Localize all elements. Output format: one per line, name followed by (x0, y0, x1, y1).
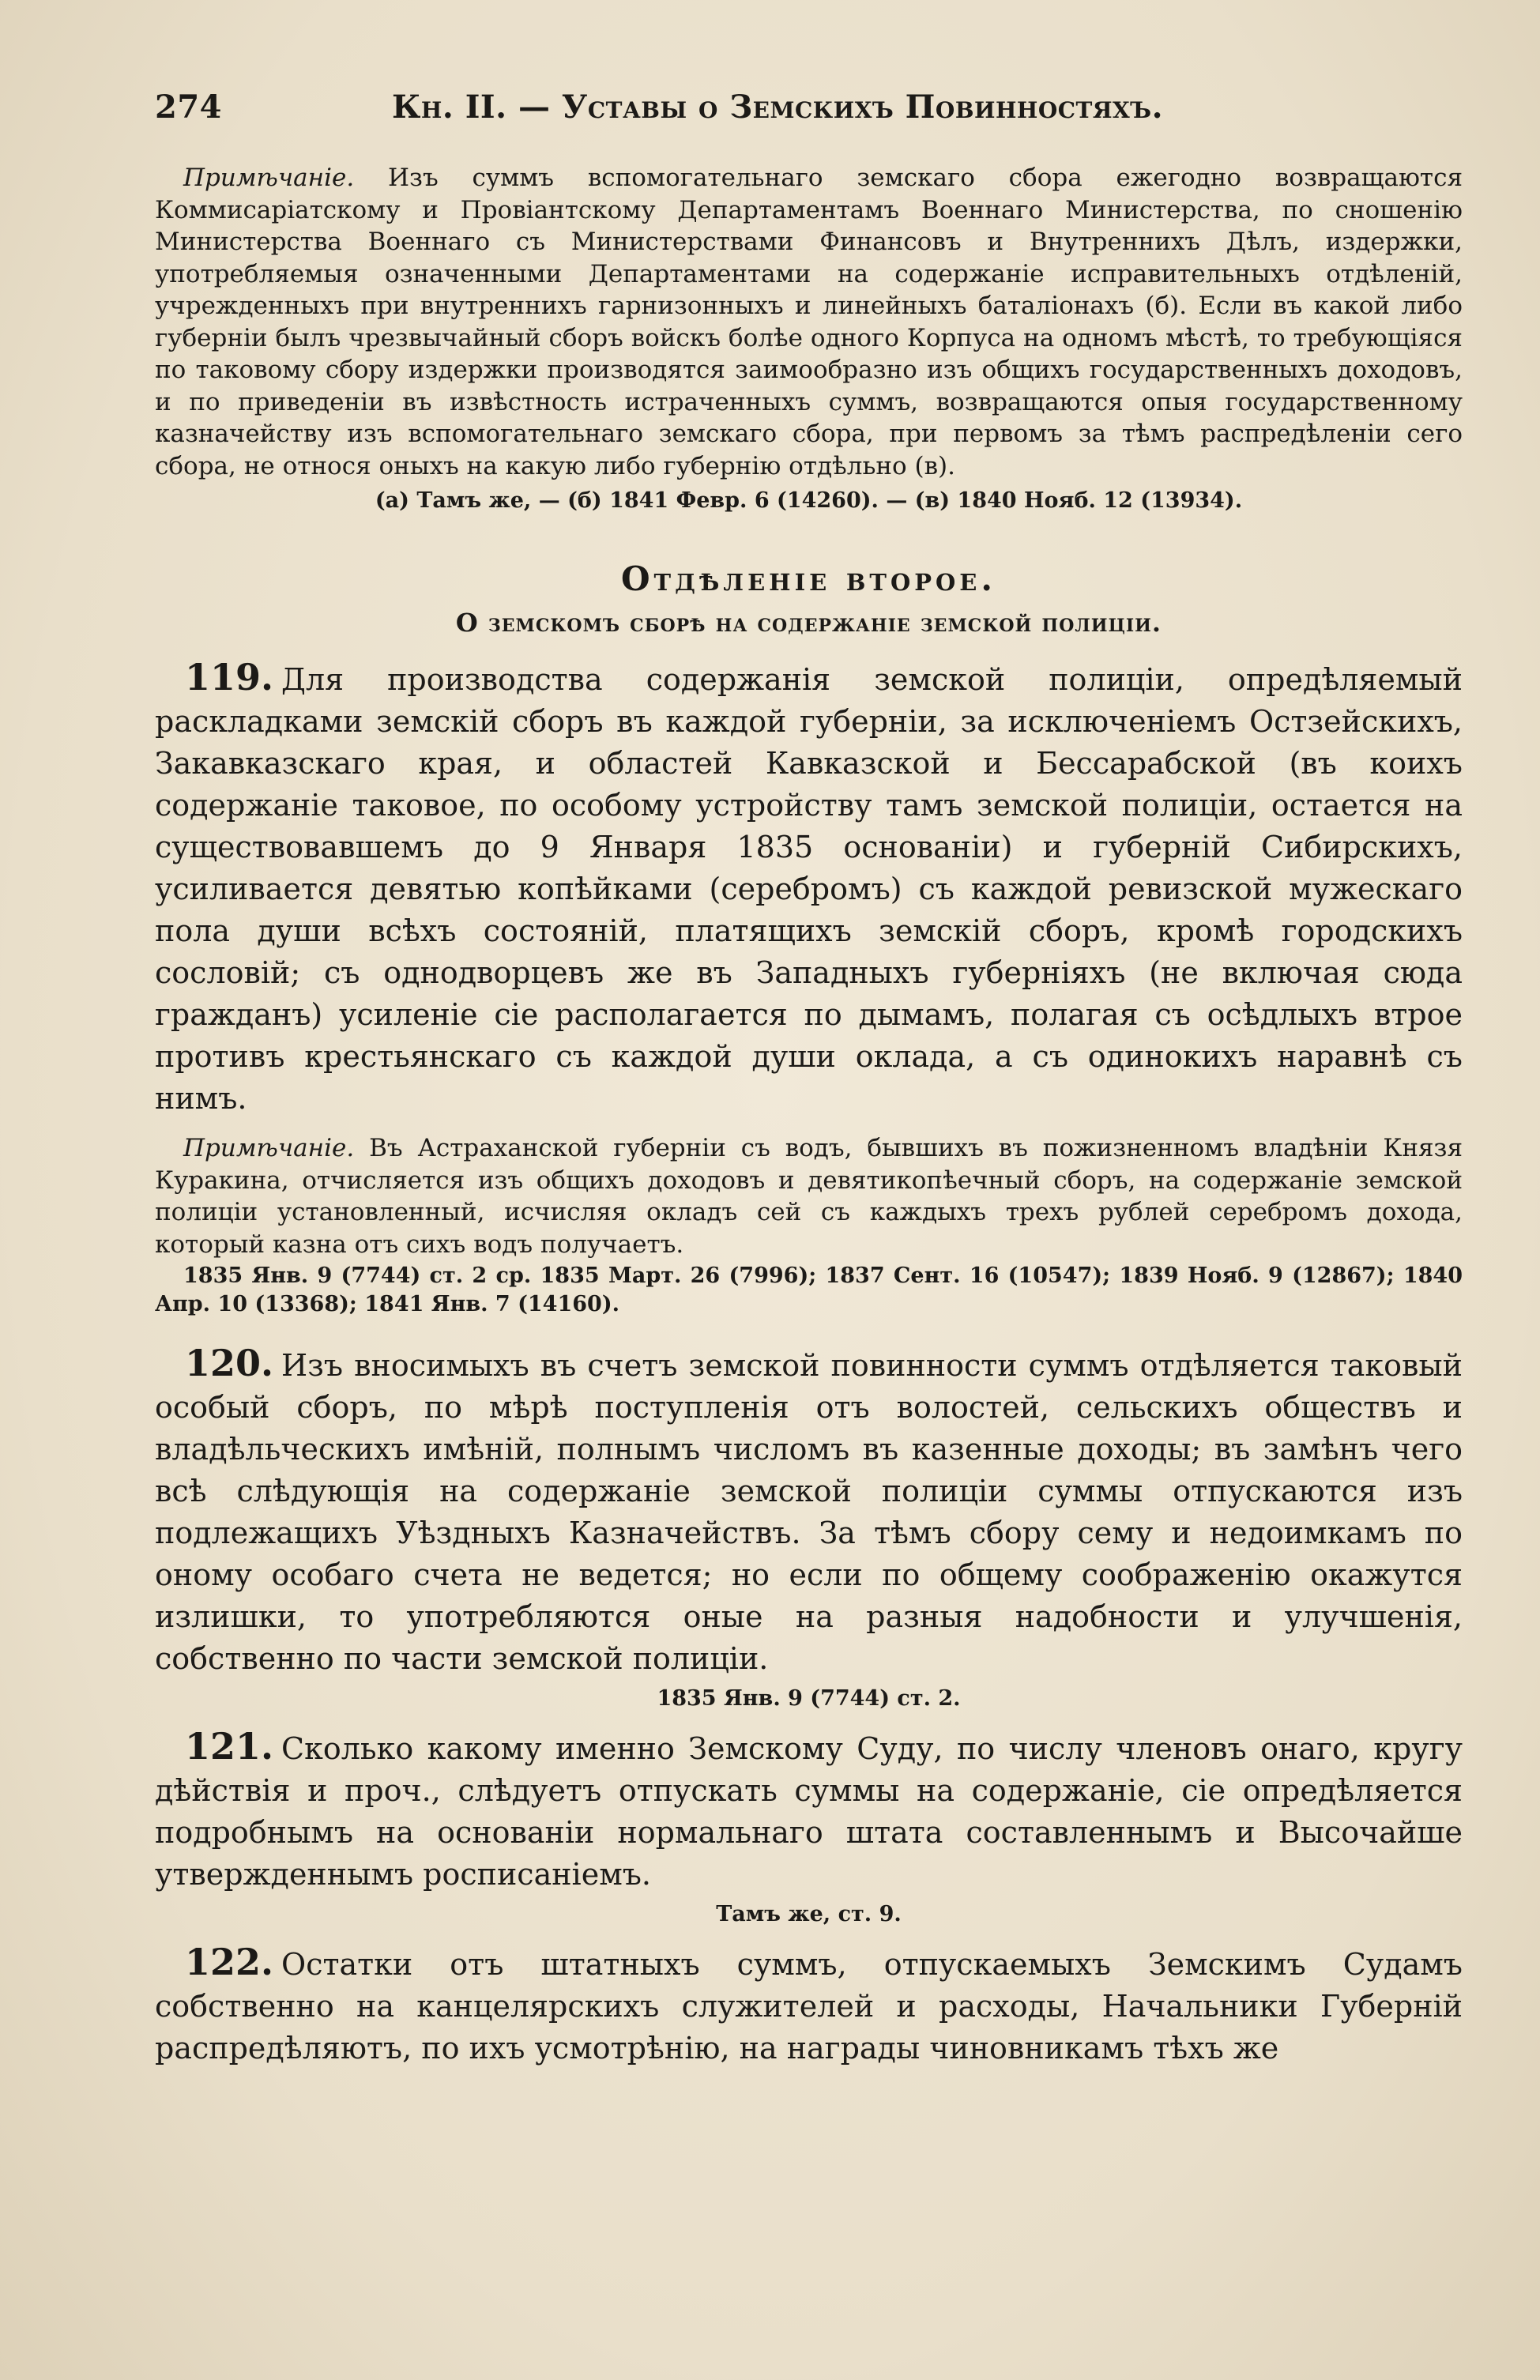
article-number: 120. (185, 1342, 274, 1384)
article-119-refs: 1835 Янв. 9 (7744) ст. 2 ср. 1835 Март. 26 (7996); 1837 Сент. 16 (10547); 1839 Нояб. 9 (12867); 1840 Апр. 10 (13368); 1841 Янв. 7 (14160). (155, 1263, 1463, 1316)
article-number: 119. (185, 656, 274, 699)
running-title: Кн. II. — Уставы о Земскихъ Повинностяхъ. (392, 88, 1163, 126)
article-text: Сколько какому именно Земскому Суду, по числу членовъ онаго, кругу дѣйствія и проч., слѣдуетъ отпускать суммы на содержаніе, сіе опредѣляется подробнымъ на основаніи нормальнаго штата составленнымъ и Высочайше утвержденнымъ росписаніемъ. (155, 1731, 1463, 1892)
article-number: 121. (185, 1725, 274, 1768)
article-119 (155, 657, 1463, 1120)
article-number: 122. (185, 1941, 274, 1983)
article-119-note-text: Въ Астраханской губерніи съ водъ, бывшихъ въ пожизненномъ владѣніи Князя Куракина, отчисляется изъ общихъ доходовъ и девятикопѣечный сборъ, на содержаніе земской полиціи установленный, исчисляя окладъ сей съ каждыхъ трехъ рублей серебромъ дохода, который казна отъ сихъ водъ получаетъ. (155, 1134, 1463, 1259)
article-119-note-label: Примѣчаніе. (183, 1134, 355, 1162)
article-120-refs: 1835 Янв. 9 (7744) ст. 2. (657, 1686, 961, 1711)
article-122 (155, 1941, 1463, 2069)
article-120 (155, 1343, 1463, 1680)
article-text: Для производства содержанія земской полиціи, опредѣляемый раскладками земскій сборъ въ каждой губерніи, за исключеніемъ Остзейскихъ, Закавказскаго края, и областей Кавказской и Бессарабской (въ коихъ содержаніе таковое, по особому устройству тамъ земской полиціи, остается на существовавшемъ до 9 Января 1835 основаніи) и губерній Сибирскихъ, усиливается девятью копѣйками (серебромъ) съ каждой ревизской мужескаго пола души всѣхъ состояній, платящихъ земскій сборъ, кромѣ городскихъ сословій; съ однодворцевъ же въ Западныхъ губерніяхъ (не включая сюда гражданъ) усиленіе сіе располагается по дымамъ, полагая съ осѣдлыхъ втрое противъ крестьянскаго съ каждой души оклада, а съ одинокихъ наравнѣ съ нимъ. (155, 662, 1463, 1116)
running-head (155, 88, 1463, 126)
section-subtitle: О земскомъ сборѣ на содержаніе земской полиціи. (455, 608, 1162, 638)
note-top-text: Изъ суммъ вспомогательнаго земскаго сбора ежегодно возвращаются Коммисаріатскому и Провіантскому Департаментамъ Военнаго Министерства, по сношенію Министерства Военнаго съ Министерствами Финансовъ и Внутреннихъ Дѣлъ, издержки, употребляемыя означенными Департаментами на содержаніе исправительныхъ отдѣленій, учрежденныхъ при внутреннихъ гарнизонныхъ и линейныхъ баталіонахъ (б). Если въ какой либо губерніи былъ чрезвычайный сборъ войскъ болѣе одного Корпуса на одномъ мѣстѣ, то требующіяся по таковому сбору издержки производятся заимообразно изъ общихъ государственныхъ доходовъ, и по приведеніи въ извѣстность истраченныхъ суммъ, возвращаются опыя государственному казначейству изъ вспомогательнаго земскаго сбора, при первомъ за тѣмъ распредѣленіи сего сбора, не относя оныхъ на какую либо губернію отдѣльно (в). (155, 164, 1463, 480)
article-121-refs: Тамъ же, ст. 9. (716, 1902, 902, 1926)
article-119-note (155, 1132, 1463, 1260)
article-text: Остатки отъ штатныхъ суммъ, отпускаемыхъ Земскимъ Судамъ собственно на канцелярскихъ служителей и расходы, Начальники Губерній распредѣляютъ, по ихъ усмотрѣнію, на награды чиновникамъ тѣхъ же (155, 1947, 1463, 2066)
article-121 (155, 1726, 1463, 1896)
page-number: 274 (155, 88, 222, 126)
note-top (155, 162, 1463, 482)
note-top-refs: (а) Тамъ же, — (б) 1841 Февр. 6 (14260). — (в) 1840 Нояб. 12 (13934). (375, 488, 1243, 513)
note-top-label: Примѣчаніе. (183, 164, 355, 192)
section-title: Отдѣленіе второе. (620, 559, 997, 598)
article-text: Изъ вносимыхъ въ счетъ земской повинности суммъ отдѣляется таковый особый сборъ, по мѣрѣ поступленія отъ волостей, сельскихъ обществъ и владѣльческихъ имѣній, полнымъ числомъ въ казенные доходы; въ замѣнъ чего всѣ слѣдующія на содержаніе земской полиціи суммы отпускаются изъ подлежащихъ Уѣздныхъ Казначействъ. За тѣмъ сбору сему и недоимкамъ по оному особаго счета не ведется; но если по общему соображенію окажутся излишки, то употребляются оные на разныя надобности и улучшенія, собственно по части земской полиціи. (155, 1348, 1463, 1676)
